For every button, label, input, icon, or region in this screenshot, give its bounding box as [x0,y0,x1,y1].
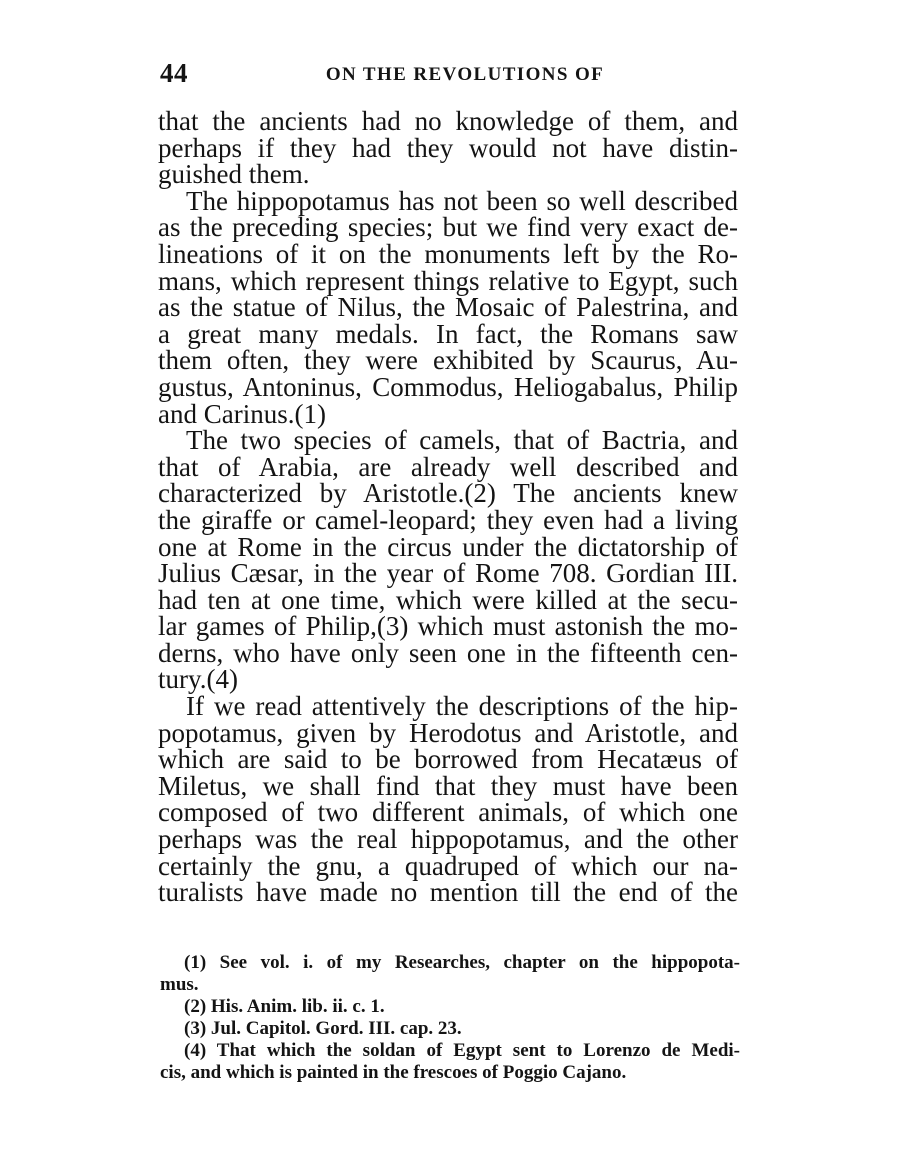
text-line: had ten at one time, which were killed at the secu- [158,584,738,615]
text-line: as the statue of Nilus, the Mosaic of Palestrina, and [158,292,738,323]
text-line: composed of two different animals, of which one [158,797,738,828]
text-line: popotamus, given by Herodotus and Aristotle, and [158,717,738,748]
text-line: them often, they were exhibited by Scaurus, Au- [158,345,738,376]
text-line: characterized by Aristotle.(2) The ancients knew [158,478,738,509]
text-line: derns, who have only seen one in the fifteenth cen- [158,637,738,668]
text-line: and Carinus.(1) [158,398,326,429]
running-title: ON THE REVOLUTIONS OF [325,64,605,85]
text-line: Julius Cæsar, in the year of Rome 708. Gordian III. [158,558,738,589]
page-number: 44 [160,58,188,88]
running-head [160,58,740,92]
paragraph-start-line: The two species of camels, that of Bactria, and [186,425,738,456]
text-line: guished them. [158,159,310,190]
footnote-line: (4) That which the soldan of Egypt sent to Lorenzo de Medi- [184,1040,740,1061]
text-line: that of Arabia, are already well described and [158,451,738,482]
text-line: which are said to be borrowed from Hecatæus of [158,744,738,775]
footnote-line: (3) Jul. Capitol. Gord. III. cap. 23. [184,1018,462,1039]
text-line: the giraffe or camel-leopard; they even had a living [158,504,738,535]
text-line: perhaps if they had they would not have distin- [158,132,738,163]
text-line: that the ancients had no knowledge of them, and [158,106,738,136]
paragraph-start-line: The hippopotamus has not been so well described [186,185,738,216]
body-text [158,108,738,906]
text-line: Miletus, we shall find that they must have been [158,770,738,801]
text-line: one at Rome in the circus under the dictatorship of [158,531,738,562]
text-line: mans, which represent things relative to Egypt, such [158,265,738,296]
footnote-line: cis, and which is painted in the frescoes of Poggio Cajano. [160,1062,627,1083]
text-line: gustus, Antoninus, Commodus, Heliogabalus, Philip [158,371,738,402]
text-line: lar games of Philip,(3) which must astonish the mo- [158,611,738,642]
footnote-line: (1) See vol. i. of my Researches, chapter on the hippopota- [184,952,740,973]
footnotes [160,952,740,1084]
text-line: tury.(4) [158,664,238,695]
text-line: a great many medals. In fact, the Romans saw [158,318,738,349]
text-line: perhaps was the real hippopotamus, and the other [158,824,738,855]
text-line: lineations of it on the monuments left by the Ro- [158,238,738,269]
text-line: turalists have made no mention till the end of the [158,877,738,908]
footnote-line: mus. [160,974,199,995]
text-line: as the preceding species; but we find very exact de- [158,212,738,243]
paragraph-start-line: If we read attentively the descriptions of the hip- [186,691,738,722]
text-line: certainly the gnu, a quadruped of which our na- [158,850,738,881]
footnote-line: (2) His. Anim. lib. ii. c. 1. [184,996,385,1017]
